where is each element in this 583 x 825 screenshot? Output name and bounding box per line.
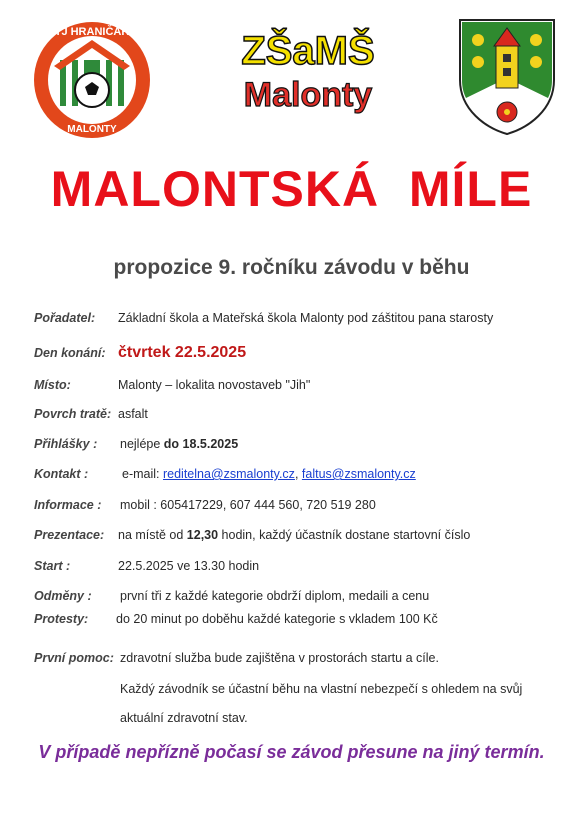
page-subtitle: propozice 9. ročníku závodu v běhu xyxy=(113,256,470,279)
school-logo-bottom-text: Malonty xyxy=(243,76,373,114)
value-den: čtvrtek 22.5.2025 xyxy=(118,344,247,361)
label-den: Den konání: xyxy=(34,346,106,360)
value-prihlasky-pre: nejlépe xyxy=(120,437,164,451)
value-povrch: asfalt xyxy=(118,407,148,421)
value-prihlasky-date: do 18.5.2025 xyxy=(163,437,239,451)
school-logo-top-text: ZŠaMŠ xyxy=(241,29,375,73)
value-misto: Malonty – lokalita novostaveb "Jih" xyxy=(118,378,311,392)
email-link-reditelna[interactable]: reditelna@zsmalonty.cz xyxy=(162,467,295,481)
club-logo-bottom-text: MALONTY xyxy=(67,124,117,135)
label-misto: Místo: xyxy=(34,378,71,392)
label-informace: Informace : xyxy=(34,498,102,512)
tj-hranicar-logo xyxy=(32,20,152,140)
weather-notice: V případě nepřízně počasí se závod přesune na jiný termín. xyxy=(38,742,545,762)
value-odmeny: první tři z každé kategorie obdrží diplom, medaili a cenu xyxy=(120,589,430,603)
label-poradatel: Pořadatel: xyxy=(34,311,96,325)
value-pomoc: zdravotní služba bude zajištěna v prostorách startu a cíle. xyxy=(120,651,439,665)
label-pomoc: První pomoc: xyxy=(34,651,114,665)
value-prezentace-time: 12,30 xyxy=(186,528,219,542)
label-prihlasky: Přihlášky : xyxy=(34,437,98,451)
value-protesty: do 20 minut po doběhu každé kategorie s vkladem 100 Kč xyxy=(116,612,438,626)
note-line-1: Každý závodník se účastní běhu na vlastní nebezpečí s ohledem na svůj xyxy=(120,682,523,696)
label-prezentace: Prezentace: xyxy=(34,528,105,542)
label-povrch: Povrch tratě: xyxy=(34,407,112,421)
value-start: 22.5.2025 ve 13.30 hodin xyxy=(118,559,260,573)
value-poradatel: Základní škola a Mateřská škola Malonty pod záštitou pana starosty xyxy=(118,311,494,325)
value-informace: mobil : 605417229, 607 444 560, 720 519 280 xyxy=(120,498,376,512)
label-odmeny: Odměny : xyxy=(34,589,92,603)
label-kontakt: Kontakt : xyxy=(34,467,89,481)
value-kontakt-pre: e-mail: xyxy=(122,467,163,481)
zsams-malonty-logo xyxy=(218,22,398,122)
email-link-faltus[interactable]: faltus@zsmalonty.cz xyxy=(301,467,416,481)
page-title: MALONTSKÁ MÍLE xyxy=(50,161,533,217)
coat-of-arms-icon xyxy=(458,18,556,136)
value-prezentace-post: hodin, každý účastník dostane startovní číslo xyxy=(218,528,471,542)
value-prezentace-pre: na místě od xyxy=(118,528,187,542)
label-protesty: Protesty: xyxy=(34,612,89,626)
note-line-2: aktuální zdravotní stav. xyxy=(120,711,248,725)
label-start: Start : xyxy=(34,559,71,573)
email-separator: , xyxy=(294,467,302,481)
club-logo-top-text: TJ HRANIČAR xyxy=(54,26,130,38)
